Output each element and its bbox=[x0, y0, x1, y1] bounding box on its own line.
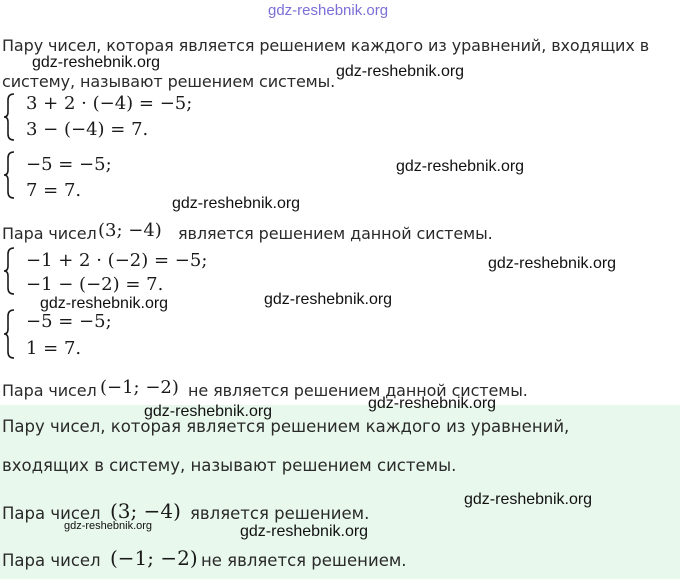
conclusion2-pair: (−1; −2) bbox=[100, 377, 179, 398]
watermark: gdz-reshebnik.org bbox=[40, 295, 169, 312]
watermark: gdz-reshebnik.org bbox=[264, 291, 393, 308]
system2-equation-1: −5 = −5; bbox=[26, 154, 112, 175]
system1-equation-2: 3 − (−4) = 7. bbox=[26, 119, 149, 140]
summary-line-3-suffix: является решением. bbox=[190, 504, 370, 523]
watermark: gdz-reshebnik.org bbox=[396, 158, 525, 175]
system4-equation-2: 1 = 7. bbox=[26, 338, 82, 359]
system-brace bbox=[2, 92, 16, 142]
watermark: gdz-reshebnik.org bbox=[488, 255, 617, 272]
conclusion2-prefix: Пара чисел bbox=[2, 381, 97, 400]
watermark-top: gdz-reshebnik.org bbox=[268, 2, 389, 19]
watermark: gdz-reshebnik.org bbox=[240, 523, 369, 540]
intro-line-2: систему, называют решением системы. bbox=[2, 72, 336, 91]
system3-equation-2: −1 − (−2) = 7. bbox=[26, 274, 164, 295]
watermark: gdz-reshebnik.org bbox=[368, 395, 497, 412]
watermark-small: gdz-reshebnik.org bbox=[64, 520, 153, 532]
summary-line-4-suffix: не является решением. bbox=[201, 551, 407, 570]
watermark: gdz-reshebnik.org bbox=[32, 54, 161, 71]
conclusion1-prefix: Пара чисел bbox=[2, 224, 97, 243]
intro-line-1: Пару чисел, которая является решением каждого из уравнений, входящих в bbox=[2, 36, 650, 55]
system4-equation-1: −5 = −5; bbox=[26, 311, 112, 332]
system1-equation-1: 3 + 2 · (−4) = −5; bbox=[26, 93, 193, 114]
watermark: gdz-reshebnik.org bbox=[172, 195, 301, 212]
system-brace bbox=[2, 246, 16, 296]
summary-line-2: входящих в систему, называют решением системы. bbox=[2, 456, 457, 475]
summary-line-3-prefix: Пара чисел bbox=[2, 504, 101, 523]
summary-line-4-pair: (−1; −2) bbox=[110, 546, 198, 570]
summary-line-4-prefix: Пара чисел bbox=[2, 551, 101, 570]
system-brace bbox=[2, 150, 16, 200]
conclusion1-pair: (3; −4) bbox=[98, 220, 162, 241]
conclusion1-suffix: является решением данной системы. bbox=[178, 224, 493, 243]
watermark: gdz-reshebnik.org bbox=[144, 403, 273, 420]
watermark: gdz-reshebnik.org bbox=[336, 63, 465, 80]
conclusion2-suffix: не является решением данной системы. bbox=[188, 381, 528, 400]
summary-line-3-pair: (3; −4) bbox=[110, 499, 181, 523]
watermark: gdz-reshebnik.org bbox=[464, 491, 593, 508]
system2-equation-2: 7 = 7. bbox=[26, 180, 82, 201]
summary-line-1: Пару чисел, которая является решением каждого из уравнений, bbox=[2, 417, 570, 436]
system-brace bbox=[2, 308, 16, 360]
system3-equation-1: −1 + 2 · (−2) = −5; bbox=[26, 250, 208, 271]
